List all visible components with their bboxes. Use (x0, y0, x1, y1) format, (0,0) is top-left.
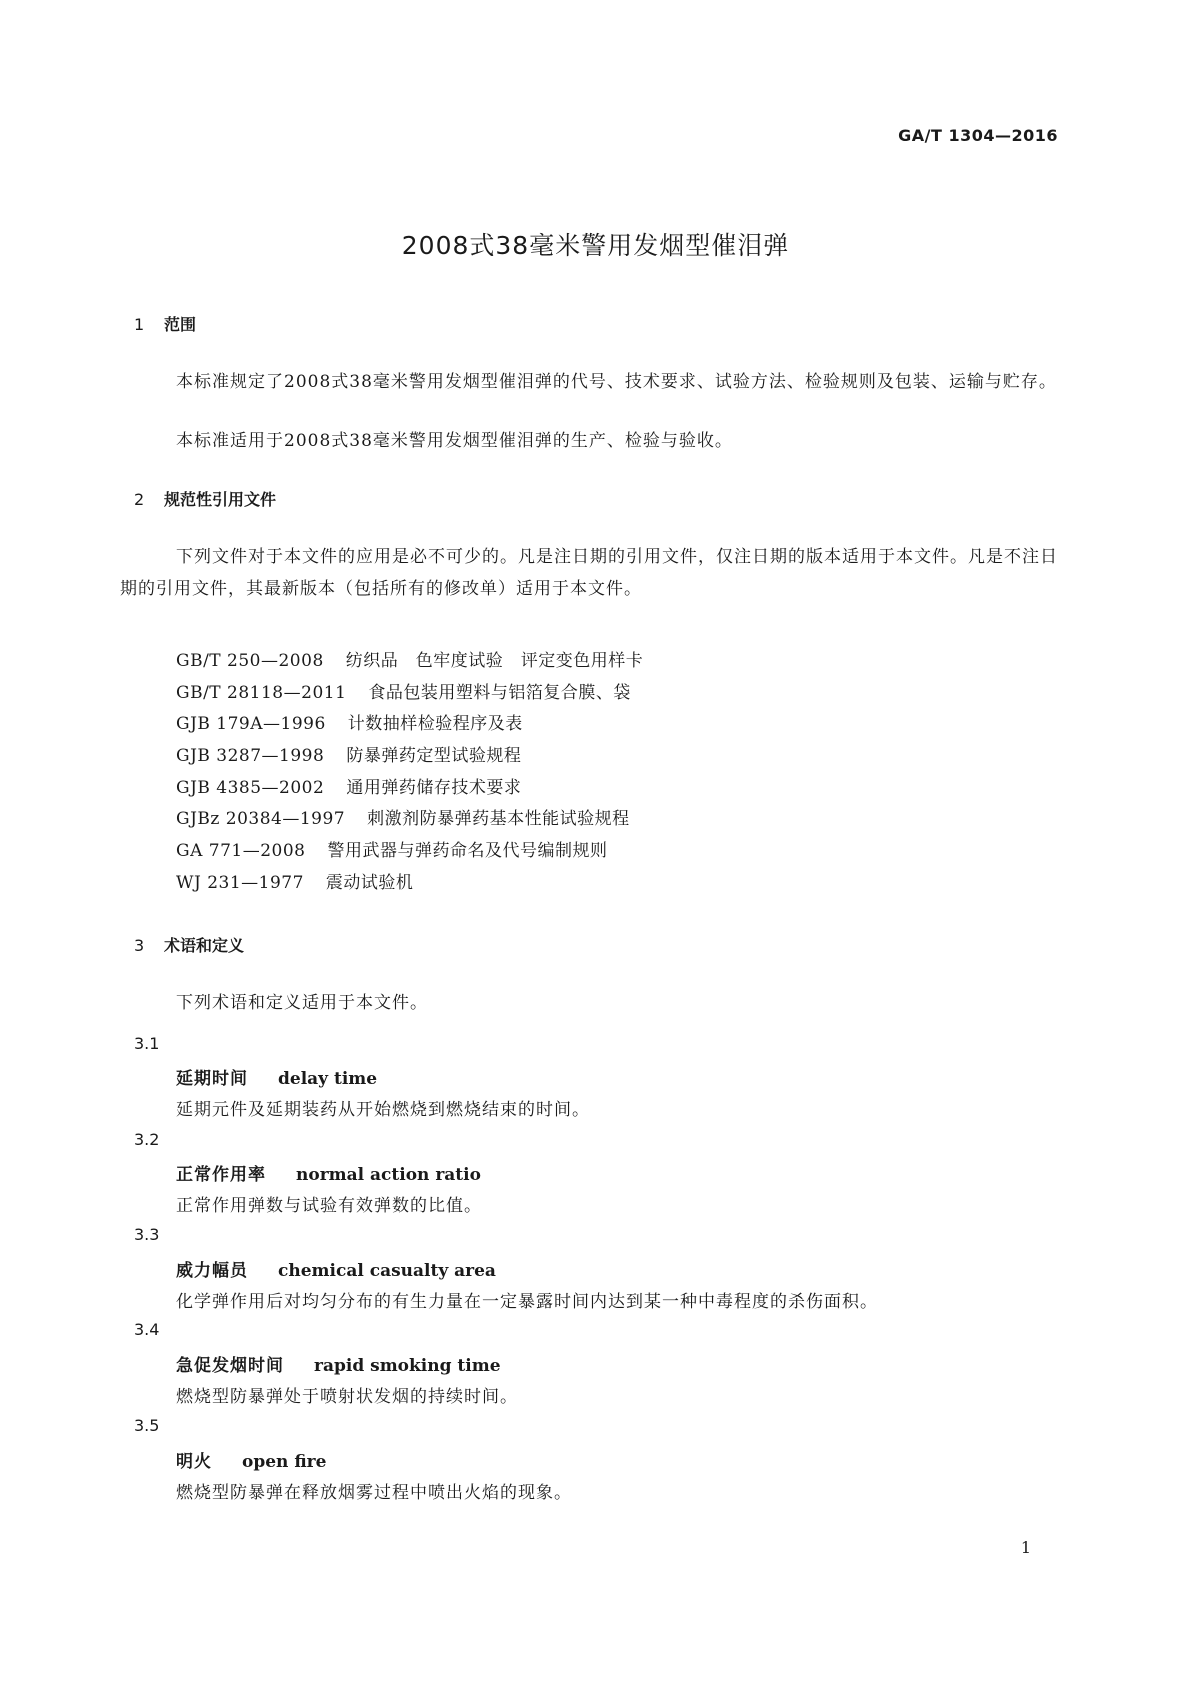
section-3-heading (134, 933, 244, 956)
reference-code: GJB 179A—1996 (176, 714, 326, 735)
reference-item (176, 773, 643, 805)
term-definition: 延期元件及延期装药从开始燃烧到燃烧结束的时间。 (176, 1100, 590, 1120)
reference-code: GJBz 20384—1997 (176, 809, 346, 830)
reference-title: 震动试验机 (325, 872, 414, 893)
term-number: 3.4 (134, 1320, 160, 1339)
reference-item (176, 741, 643, 773)
term-name-en: rapid smoking time (314, 1356, 501, 1376)
document-title: 2008式38毫米警用发烟型催泪弹 (401, 231, 790, 260)
reference-item (176, 804, 643, 836)
reference-code: GB/T 250—2008 (176, 651, 324, 671)
term-name-en: normal action ratio (296, 1165, 481, 1185)
term-definition: 燃烧型防暴弹在释放烟雾过程中喷出火焰的现象。 (176, 1483, 572, 1503)
term-name-en: chemical casualty area (278, 1261, 496, 1281)
section-1-heading (134, 312, 196, 335)
term-name-zh: 威力幅员 (176, 1261, 248, 1281)
reference-title: 通用弹药储存技术要求 (346, 777, 522, 798)
reference-title: 计数抽样检验程序及表 (347, 714, 523, 735)
term-name-en: delay time (278, 1069, 378, 1089)
section-title: 术语和定义 (164, 936, 245, 955)
term-name (176, 1447, 326, 1472)
term-name (176, 1256, 496, 1281)
term-name-zh: 明火 (176, 1452, 212, 1472)
term-name-zh: 急促发烟时间 (176, 1356, 284, 1376)
reference-title: 警用武器与弹药命名及代号编制规则 (327, 841, 608, 862)
standard-code: GA/T 1304—2016 (898, 126, 1058, 145)
term-number: 3.3 (134, 1225, 160, 1244)
term-name-zh: 正常作用率 (176, 1165, 266, 1185)
term-name-zh: 延期时间 (176, 1069, 248, 1089)
reference-item (176, 836, 643, 868)
section-title: 范围 (164, 315, 197, 334)
term-definition: 正常作用弹数与试验有效弹数的比值。 (176, 1196, 482, 1216)
section-title: 规范性引用文件 (164, 490, 277, 509)
section-number: 1 (134, 315, 145, 334)
section-2-heading (134, 487, 276, 510)
term-name (176, 1160, 481, 1185)
term-number: 3.2 (134, 1130, 160, 1149)
page-number: 1 (1020, 1538, 1031, 1557)
reference-item (176, 709, 643, 741)
term-name-en: open fire (242, 1452, 327, 1472)
term-definition: 化学弹作用后对均匀分布的有生力量在一定暴露时间内达到某一种中毒程度的杀伤面积。 (176, 1292, 878, 1312)
terms-intro: 下列术语和定义适用于本文件。 (176, 993, 428, 1013)
references-intro: 下列文件对于本文件的应用是必不可少的。凡是注日期的引用文件，仅注日期的版本适用于本文件。凡是不注日期的引用文件，其最新版本（包括所有的修改单）适用于本文件。 (120, 547, 1058, 599)
reference-title: 防暴弹药定型试验规程 (346, 746, 522, 767)
section-number: 2 (134, 490, 145, 509)
reference-code: GB/T 28118—2011 (176, 682, 347, 703)
scope-paragraph-2: 本标准适用于2008式38毫米警用发烟型催泪弹的生产、检验与验收。 (176, 431, 733, 451)
reference-title: 纺织品 色牢度试验 评定变色用样卡 (345, 651, 644, 671)
reference-list (176, 646, 643, 900)
scope-paragraph-1: 本标准规定了2008式38毫米警用发烟型催泪弹的代号、技术要求、试验方法、检验规则及包装、运输与贮存。 (176, 372, 1057, 392)
section-number: 3 (134, 936, 145, 955)
reference-code: WJ 231—1977 (176, 872, 304, 893)
reference-code: GJB 4385—2002 (176, 777, 325, 798)
term-name (176, 1064, 377, 1089)
reference-item (176, 868, 643, 900)
reference-item (176, 678, 643, 710)
reference-code: GJB 3287—1998 (176, 746, 325, 767)
reference-title: 刺激剂防暴弹药基本性能试验规程 (367, 809, 630, 830)
term-number: 3.1 (134, 1034, 160, 1053)
term-number: 3.5 (134, 1416, 160, 1435)
term-definition: 燃烧型防暴弹处于喷射状发烟的持续时间。 (176, 1387, 518, 1407)
reference-item (176, 646, 643, 678)
reference-code: GA 771—2008 (176, 841, 306, 862)
reference-title: 食品包装用塑料与铝箔复合膜、袋 (368, 682, 631, 703)
term-name (176, 1351, 501, 1376)
